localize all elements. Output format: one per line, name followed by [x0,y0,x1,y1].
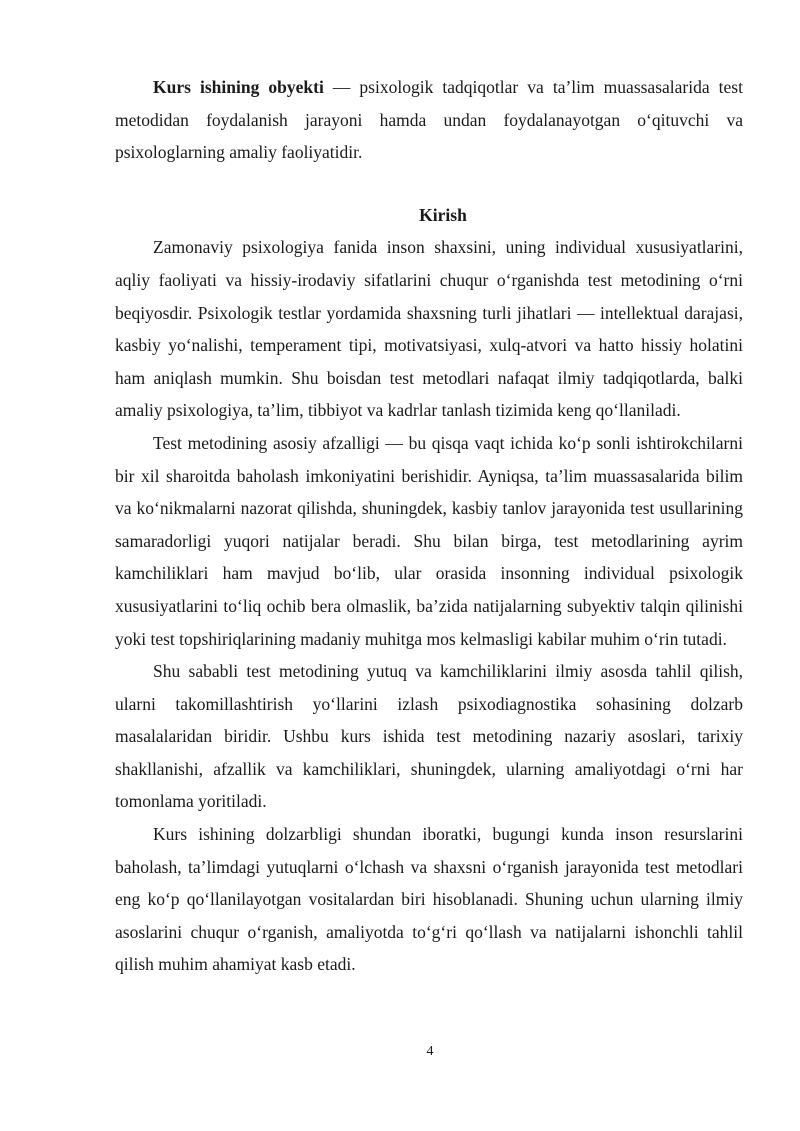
body-paragraph-4: Kurs ishining dolzarbligi shundan iboratki, bugungi kunda inson resurslarini baholash, ta’limdagi yutuqlarni o‘lchash va shaxsni o‘rganish jarayonida test metodlari eng ko‘p qo‘llanilayotgan vositalardan biri hisoblanadi. Shuning uchun ularning ilmiy asoslarini chuqur o‘rganish, amaliyotda to‘g‘ri qo‘llash va natijalarni ishonchli tahlil qilish muhim ahamiyat kasb etadi. [115,824,743,975]
intro-paragraph [115,71,743,169]
body-paragraph-1: Zamonaviy psixologiya fanida inson shaxsini, uning individual xususiyatlarini, aqliy faoliyati va hissiy-irodaviy sifatlarini chuqur o‘rganishda test metodining o‘rni beqiyosdir. Psixologik testlar yordamida shaxsning turli jihatlari — intellektual darajasi, kasbiy yo‘nalishi, temperament tipi, motivatsiyasi, xulq-atvori va hatto hissiy holatini ham aniqlash mumkin. Shu boisdan test metodlari nafaqat ilmiy tadqiqotlarda, balki amaliy psixologiya, ta’lim, tibbiyot va kadrlar tanlash tizimida keng qo‘llaniladi. [115,237,743,421]
body-paragraph-3: Shu sababli test metodining yutuq va kamchiliklarini ilmiy asosda tahlil qilish, ularni takomillashtirish yo‘llarini izlash psixodiagnostika sohasining dolzarb masalalaridan biridir. Ushbu kurs ishida test metodining nazariy asoslari, tarixiy shakllanishi, afzallik va kamchiliklari, shuningdek, ularning amaliyotdagi o‘rni har tomonlama yoritiladi. [115,661,743,812]
intro-text: — psixologik tadqiqotlar va ta’lim muassasalarida test metodidan foydalanish jarayoni hamda undan foydalanayotgan o‘qituvchi va psixologlarning amaliy faoliyatidir. [115,77,743,163]
section-heading: Kirish [419,204,467,225]
intro-bold-label: Kurs ishining obyekti [153,77,324,97]
page-number: 4 [426,1044,434,1059]
document-page [115,71,743,981]
body-paragraph-2: Test metodining asosiy afzalligi — bu qisqa vaqt ichida ko‘p sonli ishtirokchilarni bir xil sharoitda baholash imkoniyatini berishidir. Ayniqsa, ta’lim muassasalarida bilim va ko‘nikmalarni nazorat qilishda, shuningdek, kasbiy tanlov jarayonida test usullarining samaradorligi yuqori natijalar beradi. Shu bilan birga, test metodlarining ayrim kamchiliklari ham mavjud bo‘lib, ular orasida insonning individual psixologik xususiyatlarini to‘liq ochib bera olmaslik, ba’zida natijalarning subyektiv talqin qilinishi yoki test topshiriqlarining madaniy muhitga mos kelmasligi kabilar muhim o‘rin tutadi. [115,432,743,649]
